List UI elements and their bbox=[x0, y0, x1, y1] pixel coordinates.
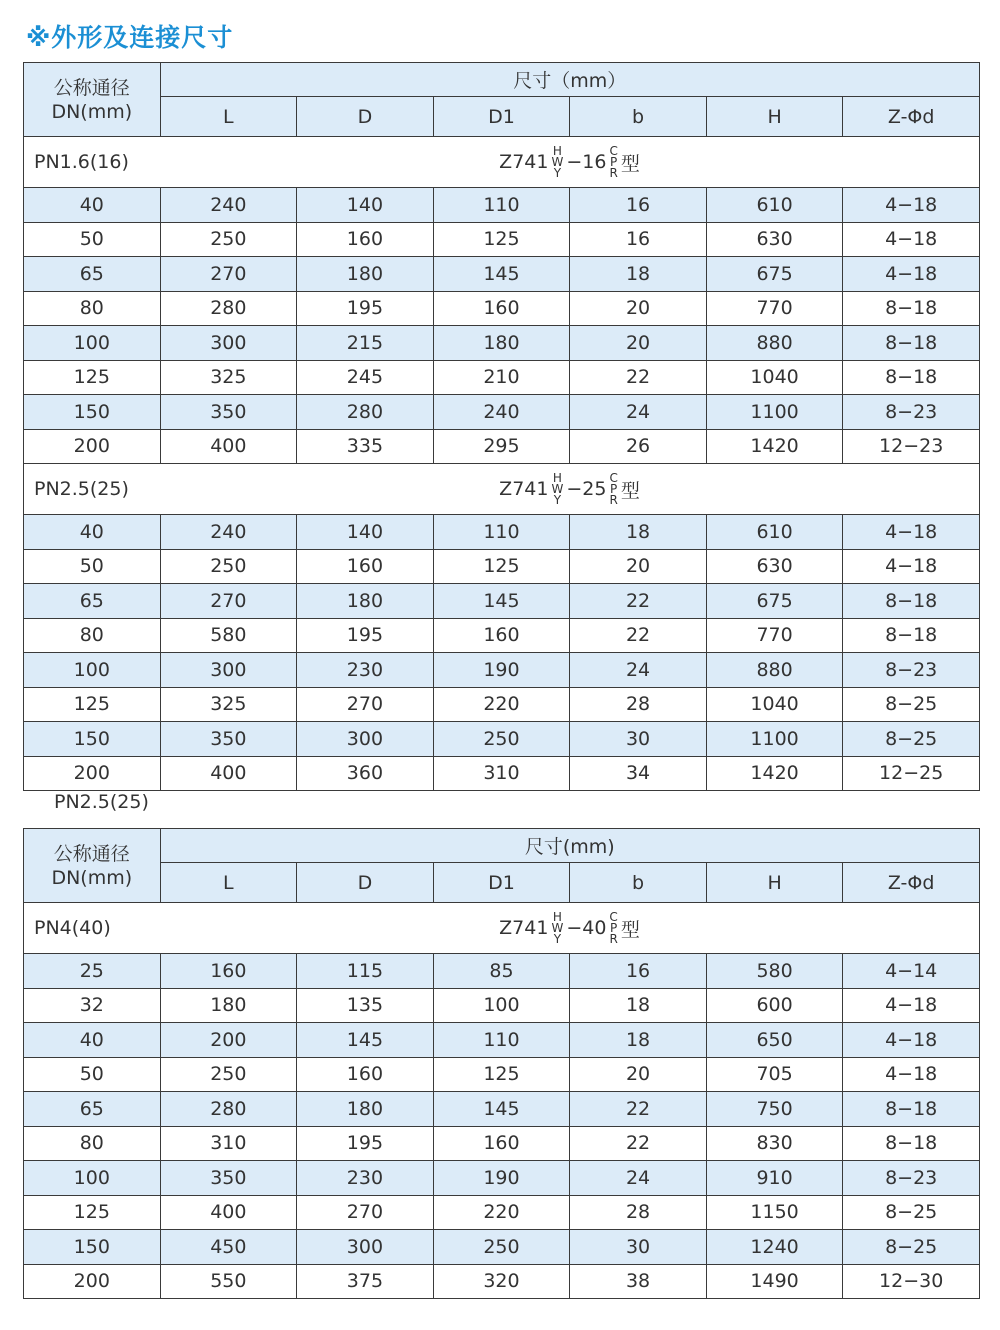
table-cell: 100 bbox=[24, 326, 161, 361]
table-cell: 34 bbox=[570, 756, 707, 791]
table-cell: 550 bbox=[160, 1264, 297, 1299]
table-cell: 270 bbox=[160, 584, 297, 619]
model-designation bbox=[160, 903, 979, 954]
table-cell: 80 bbox=[24, 291, 161, 326]
table-cell: 400 bbox=[160, 1195, 297, 1230]
table-row bbox=[24, 1230, 980, 1265]
table-cell: 630 bbox=[706, 222, 843, 257]
table-cell: 80 bbox=[24, 1126, 161, 1161]
table-cell: 40 bbox=[24, 1023, 161, 1058]
table-cell: 250 bbox=[160, 549, 297, 584]
table-row bbox=[24, 257, 980, 292]
table-cell: 30 bbox=[570, 722, 707, 757]
table-row bbox=[24, 988, 980, 1023]
table-cell: 38 bbox=[570, 1264, 707, 1299]
table-cell: 8−18 bbox=[843, 291, 980, 326]
column-header: D1 bbox=[433, 97, 570, 137]
model-pressure: −40 bbox=[566, 917, 607, 939]
table-cell: 210 bbox=[433, 360, 570, 395]
material-code-stack bbox=[551, 470, 564, 507]
table-cell: 610 bbox=[706, 188, 843, 223]
header-dn: 公称通径 DN(mm) bbox=[24, 829, 161, 903]
table-cell: 215 bbox=[297, 326, 434, 361]
table-cell: 1040 bbox=[706, 687, 843, 722]
table-cell: 200 bbox=[160, 1023, 297, 1058]
table-cell: 145 bbox=[433, 584, 570, 619]
stack-letter: H bbox=[552, 143, 562, 158]
stack-letter: W bbox=[551, 920, 564, 935]
table-cell: 24 bbox=[570, 653, 707, 688]
table-cell: 65 bbox=[24, 1092, 161, 1127]
stack-letter: H bbox=[552, 470, 562, 485]
table-cell: 12−30 bbox=[843, 1264, 980, 1299]
table-cell: 180 bbox=[297, 584, 434, 619]
table-row bbox=[24, 756, 980, 791]
table-cell: 8−18 bbox=[843, 1092, 980, 1127]
stack-letter: W bbox=[551, 481, 564, 496]
column-header: H bbox=[706, 863, 843, 903]
table-cell: 8−25 bbox=[843, 1230, 980, 1265]
table-cell: 8−18 bbox=[843, 618, 980, 653]
model-prefix: Z741 bbox=[499, 478, 549, 500]
model-suffix: 型 bbox=[620, 918, 640, 941]
table-cell: 50 bbox=[24, 1057, 161, 1092]
table-cell: 360 bbox=[297, 756, 434, 791]
table-cell: 270 bbox=[160, 257, 297, 292]
table-cell: 150 bbox=[24, 722, 161, 757]
table-cell: 32 bbox=[24, 988, 161, 1023]
header-dimensions: 尺寸（mm） bbox=[160, 63, 979, 97]
table-cell: 22 bbox=[570, 1092, 707, 1127]
table-cell: 125 bbox=[24, 360, 161, 395]
dimensions-table-pn16-pn25 bbox=[23, 62, 980, 791]
stack-letter: Y bbox=[553, 492, 562, 507]
table-cell: 200 bbox=[24, 756, 161, 791]
table-cell: 26 bbox=[570, 429, 707, 464]
table-cell: 125 bbox=[433, 1057, 570, 1092]
table-cell: 400 bbox=[160, 756, 297, 791]
column-header: b bbox=[570, 97, 707, 137]
body-code-stack bbox=[609, 143, 618, 180]
table-cell: 195 bbox=[297, 291, 434, 326]
table-cell: 270 bbox=[297, 687, 434, 722]
stack-letter: W bbox=[551, 154, 564, 169]
table-cell: 28 bbox=[570, 687, 707, 722]
table-cell: 22 bbox=[570, 618, 707, 653]
table-cell: 20 bbox=[570, 1057, 707, 1092]
table-row bbox=[24, 291, 980, 326]
model-pressure: −16 bbox=[566, 151, 607, 173]
table-cell: 580 bbox=[160, 618, 297, 653]
table-cell: 4−18 bbox=[843, 188, 980, 223]
table-cell: 180 bbox=[297, 257, 434, 292]
table-cell: 300 bbox=[297, 1230, 434, 1265]
pressure-label: PN1.6(16) bbox=[24, 137, 161, 188]
table-cell: 240 bbox=[160, 188, 297, 223]
table-cell: 20 bbox=[570, 291, 707, 326]
table-cell: 320 bbox=[433, 1264, 570, 1299]
stack-letter: P bbox=[610, 481, 618, 496]
stack-letter: C bbox=[609, 909, 618, 924]
table-cell: 1040 bbox=[706, 360, 843, 395]
table-cell: 150 bbox=[24, 395, 161, 430]
table-cell: 190 bbox=[433, 1161, 570, 1196]
table-cell: 4−14 bbox=[843, 954, 980, 989]
table-row bbox=[24, 188, 980, 223]
table-cell: 160 bbox=[297, 222, 434, 257]
table-row bbox=[24, 954, 980, 989]
table-cell: 22 bbox=[570, 584, 707, 619]
table-cell: 125 bbox=[433, 549, 570, 584]
table-cell: 300 bbox=[160, 326, 297, 361]
table-cell: 310 bbox=[433, 756, 570, 791]
table-cell: 8−18 bbox=[843, 326, 980, 361]
table-cell: 4−18 bbox=[843, 515, 980, 550]
table-cell: 220 bbox=[433, 1195, 570, 1230]
table-cell: 610 bbox=[706, 515, 843, 550]
table-row bbox=[24, 618, 980, 653]
column-header: b bbox=[570, 863, 707, 903]
table-cell: 180 bbox=[433, 326, 570, 361]
table-cell: 325 bbox=[160, 687, 297, 722]
table-cell: 750 bbox=[706, 1092, 843, 1127]
header-dn: 公称通径 DN(mm) bbox=[24, 63, 161, 137]
header-dimensions: 尺寸(mm) bbox=[160, 829, 979, 863]
table-row bbox=[24, 687, 980, 722]
column-header: L bbox=[160, 863, 297, 903]
table-cell: 250 bbox=[433, 1230, 570, 1265]
table-cell: 85 bbox=[433, 954, 570, 989]
model-designation bbox=[160, 464, 979, 515]
table-cell: 195 bbox=[297, 618, 434, 653]
table-cell: 100 bbox=[433, 988, 570, 1023]
table-cell: 18 bbox=[570, 988, 707, 1023]
stack-letter: Y bbox=[553, 931, 562, 946]
table-cell: 18 bbox=[570, 1023, 707, 1058]
table-cell: 180 bbox=[160, 988, 297, 1023]
table-cell: 22 bbox=[570, 1126, 707, 1161]
table-cell: 100 bbox=[24, 1161, 161, 1196]
table-cell: 4−18 bbox=[843, 988, 980, 1023]
table-cell: 18 bbox=[570, 257, 707, 292]
table-row bbox=[24, 1264, 980, 1299]
table-cell: 50 bbox=[24, 222, 161, 257]
table-cell: 880 bbox=[706, 326, 843, 361]
table-cell: 1490 bbox=[706, 1264, 843, 1299]
table-cell: 8−23 bbox=[843, 395, 980, 430]
table-cell: 250 bbox=[160, 1057, 297, 1092]
stack-letter: P bbox=[610, 154, 618, 169]
table-cell: 12−23 bbox=[843, 429, 980, 464]
table-cell: 280 bbox=[160, 291, 297, 326]
table-cell: 770 bbox=[706, 291, 843, 326]
stack-letter: R bbox=[609, 492, 618, 507]
table-cell: 270 bbox=[297, 1195, 434, 1230]
stack-letter: P bbox=[609, 920, 618, 935]
table-cell: 200 bbox=[24, 429, 161, 464]
stack-letter: H bbox=[552, 909, 562, 924]
table-cell: 600 bbox=[706, 988, 843, 1023]
column-header: D1 bbox=[433, 863, 570, 903]
table-cell: 400 bbox=[160, 429, 297, 464]
table-cell: 160 bbox=[433, 291, 570, 326]
table-row bbox=[24, 653, 980, 688]
table-cell: 230 bbox=[297, 653, 434, 688]
table-cell: 650 bbox=[706, 1023, 843, 1058]
table-cell: 28 bbox=[570, 1195, 707, 1230]
table-cell: 195 bbox=[297, 1126, 434, 1161]
table-row bbox=[24, 1023, 980, 1058]
table-cell: 200 bbox=[24, 1264, 161, 1299]
table-cell: 125 bbox=[24, 1195, 161, 1230]
table-cell: 50 bbox=[24, 549, 161, 584]
table-cell: 770 bbox=[706, 618, 843, 653]
table-cell: 160 bbox=[433, 618, 570, 653]
table-cell: 12−25 bbox=[843, 756, 980, 791]
table-cell: 145 bbox=[433, 1092, 570, 1127]
table-row bbox=[24, 395, 980, 430]
table-cell: 375 bbox=[297, 1264, 434, 1299]
table-cell: 8−25 bbox=[843, 1195, 980, 1230]
table-cell: 580 bbox=[706, 954, 843, 989]
table-cell: 24 bbox=[570, 1161, 707, 1196]
table-row bbox=[24, 222, 980, 257]
table-row bbox=[24, 1092, 980, 1127]
stack-letter: C bbox=[609, 470, 618, 485]
table-cell: 295 bbox=[433, 429, 570, 464]
stack-letter: C bbox=[609, 143, 618, 158]
table-cell: 880 bbox=[706, 653, 843, 688]
table-cell: 8−18 bbox=[843, 1126, 980, 1161]
table-cell: 80 bbox=[24, 618, 161, 653]
table-cell: 450 bbox=[160, 1230, 297, 1265]
table-cell: 150 bbox=[24, 1230, 161, 1265]
table-cell: 125 bbox=[24, 687, 161, 722]
table-cell: 24 bbox=[570, 395, 707, 430]
pressure-label: PN2.5(25) bbox=[24, 464, 161, 515]
table-row bbox=[24, 549, 980, 584]
table-row bbox=[24, 1195, 980, 1230]
table-cell: 350 bbox=[160, 1161, 297, 1196]
column-header: D bbox=[297, 97, 434, 137]
table-cell: 4−18 bbox=[843, 1057, 980, 1092]
table-cell: 100 bbox=[24, 653, 161, 688]
table-cell: 1420 bbox=[706, 756, 843, 791]
table-cell: 240 bbox=[433, 395, 570, 430]
table-row bbox=[24, 326, 980, 361]
pressure-label: PN4(40) bbox=[24, 903, 161, 954]
table-cell: 1100 bbox=[706, 722, 843, 757]
table-cell: 4−18 bbox=[843, 549, 980, 584]
table-cell: 310 bbox=[160, 1126, 297, 1161]
stack-letter: Y bbox=[553, 165, 562, 180]
table-cell: 300 bbox=[297, 722, 434, 757]
pressure-label-between: PN2.5(25) bbox=[54, 791, 149, 813]
table-cell: 4−18 bbox=[843, 257, 980, 292]
table-cell: 830 bbox=[706, 1126, 843, 1161]
table-cell: 300 bbox=[160, 653, 297, 688]
table-cell: 110 bbox=[433, 515, 570, 550]
table-cell: 160 bbox=[297, 549, 434, 584]
model-designation bbox=[160, 137, 979, 188]
material-code-stack bbox=[551, 143, 564, 180]
table-cell: 675 bbox=[706, 584, 843, 619]
table-cell: 125 bbox=[433, 222, 570, 257]
table-cell: 115 bbox=[297, 954, 434, 989]
table-cell: 160 bbox=[160, 954, 297, 989]
body-code-stack bbox=[609, 470, 618, 507]
table-cell: 1420 bbox=[706, 429, 843, 464]
table-cell: 190 bbox=[433, 653, 570, 688]
table-cell: 160 bbox=[297, 1057, 434, 1092]
table-cell: 16 bbox=[570, 222, 707, 257]
table-cell: 8−23 bbox=[843, 653, 980, 688]
table-cell: 1100 bbox=[706, 395, 843, 430]
table-cell: 325 bbox=[160, 360, 297, 395]
table-cell: 180 bbox=[297, 1092, 434, 1127]
body-code-stack bbox=[609, 909, 618, 946]
table-cell: 160 bbox=[433, 1126, 570, 1161]
table-cell: 20 bbox=[570, 326, 707, 361]
model-suffix: 型 bbox=[620, 479, 640, 502]
model-pressure: −25 bbox=[566, 478, 607, 500]
table-cell: 140 bbox=[297, 188, 434, 223]
model-prefix: Z741 bbox=[499, 151, 549, 173]
table-cell: 8−18 bbox=[843, 584, 980, 619]
table-cell: 630 bbox=[706, 549, 843, 584]
dimensions-table-pn40 bbox=[23, 828, 980, 1299]
table-row bbox=[24, 1161, 980, 1196]
table-cell: 16 bbox=[570, 188, 707, 223]
table-cell: 40 bbox=[24, 188, 161, 223]
table-cell: 1240 bbox=[706, 1230, 843, 1265]
table-cell: 4−18 bbox=[843, 1023, 980, 1058]
table-cell: 240 bbox=[160, 515, 297, 550]
table-cell: 145 bbox=[297, 1023, 434, 1058]
table-cell: 245 bbox=[297, 360, 434, 395]
table-cell: 135 bbox=[297, 988, 434, 1023]
model-prefix: Z741 bbox=[499, 917, 549, 939]
table-cell: 25 bbox=[24, 954, 161, 989]
stack-letter: R bbox=[609, 165, 618, 180]
stack-letter: R bbox=[609, 931, 618, 946]
table-cell: 280 bbox=[297, 395, 434, 430]
table-cell: 675 bbox=[706, 257, 843, 292]
column-header: D bbox=[297, 863, 434, 903]
table-cell: 18 bbox=[570, 515, 707, 550]
table-row bbox=[24, 1057, 980, 1092]
column-header: L bbox=[160, 97, 297, 137]
table-row bbox=[24, 722, 980, 757]
table-cell: 350 bbox=[160, 722, 297, 757]
table-cell: 110 bbox=[433, 1023, 570, 1058]
table-cell: 910 bbox=[706, 1161, 843, 1196]
page-title: ※外形及连接尺寸 bbox=[26, 23, 234, 52]
table-cell: 250 bbox=[160, 222, 297, 257]
column-header: Z-Φd bbox=[843, 863, 980, 903]
table-row bbox=[24, 360, 980, 395]
table-cell: 8−25 bbox=[843, 687, 980, 722]
table-cell: 65 bbox=[24, 584, 161, 619]
table-cell: 230 bbox=[297, 1161, 434, 1196]
table-cell: 350 bbox=[160, 395, 297, 430]
table-row bbox=[24, 1126, 980, 1161]
table-row bbox=[24, 584, 980, 619]
material-code-stack bbox=[551, 909, 564, 946]
table-cell: 16 bbox=[570, 954, 707, 989]
table-cell: 4−18 bbox=[843, 222, 980, 257]
table-cell: 220 bbox=[433, 687, 570, 722]
table-cell: 8−23 bbox=[843, 1161, 980, 1196]
table-cell: 280 bbox=[160, 1092, 297, 1127]
table-cell: 65 bbox=[24, 257, 161, 292]
column-header: H bbox=[706, 97, 843, 137]
table-cell: 110 bbox=[433, 188, 570, 223]
table-cell: 8−25 bbox=[843, 722, 980, 757]
model-suffix: 型 bbox=[620, 152, 640, 175]
table-cell: 705 bbox=[706, 1057, 843, 1092]
table-cell: 40 bbox=[24, 515, 161, 550]
table-cell: 8−18 bbox=[843, 360, 980, 395]
column-header: Z-Φd bbox=[843, 97, 980, 137]
table-cell: 335 bbox=[297, 429, 434, 464]
table-cell: 1150 bbox=[706, 1195, 843, 1230]
table-cell: 250 bbox=[433, 722, 570, 757]
table-row bbox=[24, 515, 980, 550]
table-row bbox=[24, 429, 980, 464]
table-cell: 22 bbox=[570, 360, 707, 395]
table-cell: 20 bbox=[570, 549, 707, 584]
table-cell: 30 bbox=[570, 1230, 707, 1265]
table-cell: 145 bbox=[433, 257, 570, 292]
table-cell: 140 bbox=[297, 515, 434, 550]
